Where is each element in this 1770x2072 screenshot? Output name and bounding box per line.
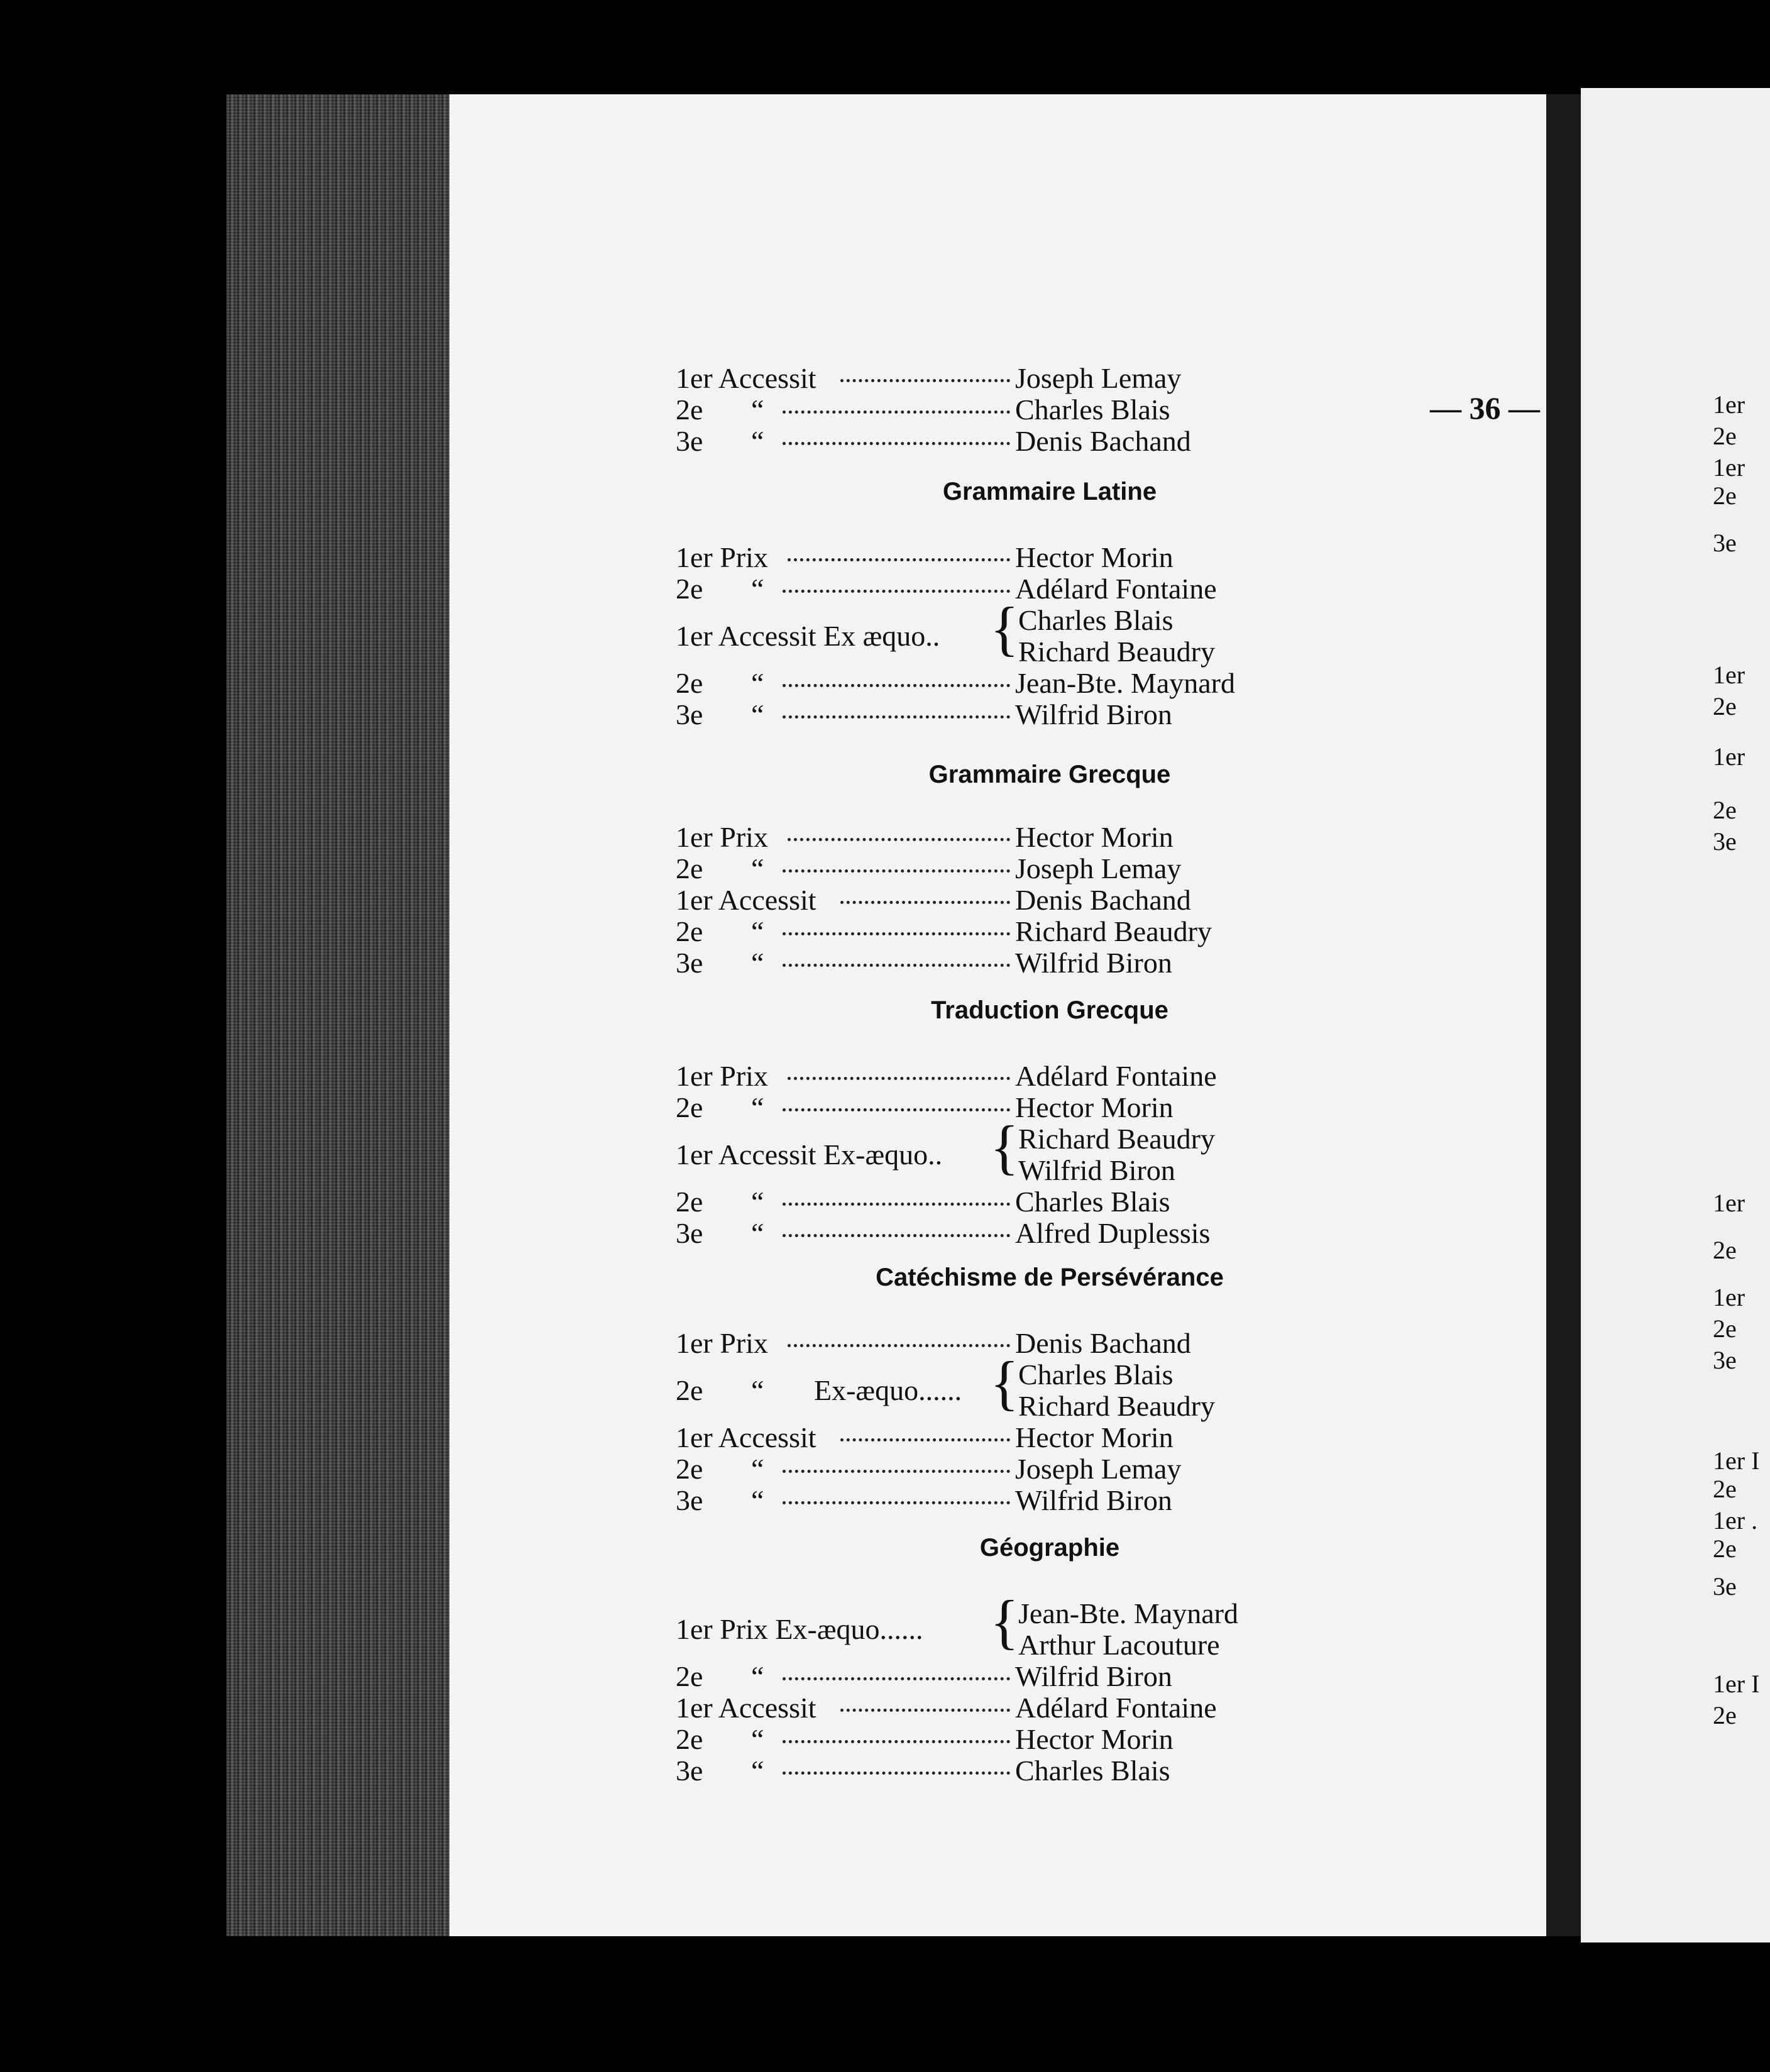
section-heading: Géographie bbox=[979, 1534, 1120, 1562]
student-name: Adélard Fontaine bbox=[1015, 1692, 1217, 1724]
right-page-fragment: 2e bbox=[1713, 422, 1737, 450]
student-name: Jean-Bte. Maynard bbox=[1018, 1597, 1238, 1629]
prize-rank: 1er Prix bbox=[676, 1327, 768, 1359]
leader-dots bbox=[783, 926, 1010, 935]
prize-rank: 2e bbox=[676, 667, 703, 699]
prize-rank: 3e bbox=[676, 1484, 703, 1516]
prize-row bbox=[676, 393, 1317, 424]
student-name: Denis Bachand bbox=[1015, 1327, 1191, 1359]
student-name: Denis Bachand bbox=[1015, 884, 1191, 916]
prize-row bbox=[676, 1421, 1317, 1452]
student-name: Joseph Lemay bbox=[1015, 852, 1182, 884]
prize-row bbox=[676, 698, 1317, 729]
right-page-fragment: 3e bbox=[1713, 1346, 1737, 1374]
ditto-mark: “ bbox=[751, 425, 764, 457]
leader-dots bbox=[783, 863, 1010, 873]
prize-row bbox=[676, 1722, 1317, 1754]
ditto-mark: “ bbox=[751, 1091, 764, 1123]
prize-row bbox=[676, 1216, 1317, 1248]
prize-rank: 2e bbox=[676, 915, 703, 947]
prize-row bbox=[676, 1484, 1317, 1515]
student-name: Hector Morin bbox=[1015, 1091, 1174, 1123]
student-name: Richard Beaudry bbox=[1015, 915, 1212, 947]
student-name: Alfred Duplessis bbox=[1015, 1217, 1211, 1249]
right-page-fragment: 1er bbox=[1713, 742, 1745, 771]
leader-dots bbox=[783, 1102, 1010, 1111]
prize-rank: 1er Accessit bbox=[676, 362, 816, 394]
right-page-fragment: 3e bbox=[1713, 827, 1737, 856]
prize-row bbox=[676, 820, 1317, 852]
right-page-fragment: 2e bbox=[1713, 1314, 1737, 1343]
student-name: Hector Morin bbox=[1015, 541, 1174, 573]
prize-rank: 2e bbox=[676, 1723, 703, 1755]
right-page-fragment: 2e bbox=[1713, 1535, 1737, 1563]
student-name: Arthur Lacouture bbox=[1018, 1629, 1220, 1661]
ditto-mark: “ bbox=[751, 1186, 764, 1218]
prize-row bbox=[676, 666, 1317, 698]
prize-rank: 1er Prix bbox=[676, 821, 768, 853]
ditto-mark: “ bbox=[751, 1374, 764, 1406]
leader-dots bbox=[788, 832, 1010, 841]
prize-qualifier: Ex-æquo...... bbox=[814, 1374, 962, 1406]
ditto-mark: “ bbox=[751, 1723, 764, 1755]
prize-rank: 1er Prix bbox=[676, 541, 768, 573]
student-name: Wilfrid Biron bbox=[1015, 947, 1172, 979]
right-page-fragment: 1er bbox=[1713, 1189, 1745, 1217]
prize-row bbox=[676, 883, 1317, 915]
ditto-mark: “ bbox=[751, 698, 764, 730]
ditto-mark: “ bbox=[751, 1453, 764, 1485]
leader-dots bbox=[783, 583, 1010, 593]
leader-dots bbox=[788, 1071, 1010, 1080]
book-page-edges bbox=[226, 94, 453, 1936]
prize-row bbox=[676, 1754, 1317, 1785]
prize-row bbox=[676, 1691, 1317, 1722]
leader-dots bbox=[783, 1196, 1010, 1206]
ditto-mark: “ bbox=[751, 1755, 764, 1787]
page-number: — 36 — bbox=[1430, 390, 1540, 426]
ditto-mark: “ bbox=[751, 947, 764, 979]
prize-rank: 2e bbox=[676, 852, 703, 884]
section-heading: Grammaire Grecque bbox=[928, 761, 1171, 788]
student-name: Hector Morin bbox=[1015, 1723, 1174, 1755]
leader-dots bbox=[840, 1432, 1010, 1441]
book-page-right bbox=[1581, 88, 1770, 1943]
brace-symbol: { bbox=[990, 1349, 1020, 1416]
prize-rank: 2e bbox=[676, 1660, 703, 1692]
student-name: Wilfrid Biron bbox=[1018, 1154, 1175, 1186]
ditto-mark: “ bbox=[751, 394, 764, 426]
section-heading: Grammaire Latine bbox=[942, 478, 1157, 505]
prize-rank: 2e bbox=[676, 394, 703, 426]
ditto-mark: “ bbox=[751, 852, 764, 884]
prize-rank: 3e bbox=[676, 1217, 703, 1249]
leader-dots bbox=[783, 957, 1010, 967]
prize-rank: 1er Accessit bbox=[676, 884, 816, 916]
right-page-fragment: 1er I bbox=[1713, 1447, 1760, 1475]
prize-rank: 1er Accessit Ex-æquo.. bbox=[676, 1138, 943, 1171]
right-page-fragment: 1er bbox=[1713, 390, 1745, 419]
student-name: Adélard Fontaine bbox=[1015, 573, 1217, 605]
leader-dots bbox=[783, 1463, 1010, 1473]
right-page-fragment: 1er I bbox=[1713, 1670, 1760, 1698]
ditto-mark: “ bbox=[751, 667, 764, 699]
student-name: Richard Beaudry bbox=[1018, 636, 1215, 668]
prize-row bbox=[676, 361, 1317, 393]
brace-symbol: { bbox=[990, 595, 1020, 662]
prize-row bbox=[676, 1349, 1317, 1422]
prize-rank: 1er Prix Ex-æquo...... bbox=[676, 1613, 923, 1645]
right-page-fragment: 3e bbox=[1713, 529, 1737, 557]
prize-rank: 1er Accessit bbox=[676, 1692, 816, 1724]
leader-dots bbox=[840, 1702, 1010, 1712]
prize-row bbox=[676, 1059, 1317, 1091]
right-page-fragment: 2e bbox=[1713, 1701, 1737, 1729]
prize-row bbox=[676, 915, 1317, 946]
ditto-mark: “ bbox=[751, 1660, 764, 1692]
right-page-fragment: 2e bbox=[1713, 482, 1737, 510]
prize-rank: 2e bbox=[676, 1091, 703, 1123]
prize-row bbox=[676, 1113, 1317, 1186]
student-name: Wilfrid Biron bbox=[1015, 698, 1172, 730]
right-page-fragment: 1er bbox=[1713, 453, 1745, 482]
prize-row bbox=[676, 1660, 1317, 1691]
right-page-fragment: 2e bbox=[1713, 1475, 1737, 1503]
prize-rank: 2e bbox=[676, 1374, 703, 1406]
leader-dots bbox=[783, 1734, 1010, 1743]
prize-row bbox=[676, 424, 1317, 456]
ditto-mark: “ bbox=[751, 1217, 764, 1249]
leader-dots bbox=[783, 1228, 1010, 1237]
student-name: Charles Blais bbox=[1015, 1755, 1170, 1787]
student-name: Charles Blais bbox=[1018, 1358, 1174, 1391]
student-name: Wilfrid Biron bbox=[1015, 1484, 1172, 1516]
leader-dots bbox=[783, 678, 1010, 687]
prize-rank: 1er Accessit bbox=[676, 1421, 816, 1453]
ditto-mark: “ bbox=[751, 1484, 764, 1516]
student-name: Denis Bachand bbox=[1015, 425, 1191, 457]
book-page-left bbox=[449, 94, 1556, 1936]
prize-rank: 2e bbox=[676, 1186, 703, 1218]
student-name: Joseph Lemay bbox=[1015, 1453, 1182, 1485]
brace-symbol: { bbox=[990, 1588, 1020, 1655]
prize-row bbox=[676, 1185, 1317, 1216]
right-page-fragment: 2e bbox=[1713, 796, 1737, 824]
prize-rank: 1er Prix bbox=[676, 1060, 768, 1092]
section-heading: Traduction Grecque bbox=[931, 996, 1168, 1024]
leader-dots bbox=[788, 1338, 1010, 1347]
student-name: Jean-Bte. Maynard bbox=[1015, 667, 1235, 699]
student-name: Charles Blais bbox=[1015, 394, 1170, 426]
right-page-fragment: 1er bbox=[1713, 661, 1745, 689]
student-name: Richard Beaudry bbox=[1018, 1123, 1215, 1155]
right-page-fragment: 1er bbox=[1713, 1283, 1745, 1311]
student-name: Charles Blais bbox=[1018, 604, 1174, 636]
prize-rank: 3e bbox=[676, 1755, 703, 1787]
right-page-fragment: 1er . bbox=[1713, 1506, 1758, 1535]
prize-row bbox=[676, 1452, 1317, 1484]
student-name: Hector Morin bbox=[1015, 1421, 1174, 1453]
book-gutter bbox=[1546, 94, 1584, 1936]
leader-dots bbox=[783, 709, 1010, 719]
student-name: Hector Morin bbox=[1015, 821, 1174, 853]
section-heading: Catéchisme de Persévérance bbox=[876, 1264, 1224, 1291]
prize-rank: 2e bbox=[676, 1453, 703, 1485]
brace-symbol: { bbox=[990, 1113, 1020, 1181]
right-page-fragment: 3e bbox=[1713, 1572, 1737, 1601]
student-name: Wilfrid Biron bbox=[1015, 1660, 1172, 1692]
leader-dots bbox=[788, 552, 1010, 561]
prize-rank: 2e bbox=[676, 573, 703, 605]
prize-row bbox=[676, 595, 1317, 668]
prize-row bbox=[676, 541, 1317, 572]
student-name: Adélard Fontaine bbox=[1015, 1060, 1217, 1092]
student-name: Richard Beaudry bbox=[1018, 1390, 1215, 1422]
student-name: Charles Blais bbox=[1015, 1186, 1170, 1218]
leader-dots bbox=[840, 895, 1010, 904]
leader-dots bbox=[783, 1671, 1010, 1680]
ditto-mark: “ bbox=[751, 915, 764, 947]
ditto-mark: “ bbox=[751, 573, 764, 605]
prize-rank: 3e bbox=[676, 425, 703, 457]
prize-rank: 3e bbox=[676, 698, 703, 730]
right-page-fragment: 2e bbox=[1713, 692, 1737, 720]
leader-dots bbox=[783, 1495, 1010, 1504]
prize-row bbox=[676, 946, 1317, 978]
prize-row bbox=[676, 852, 1317, 883]
prize-row bbox=[676, 1588, 1317, 1661]
right-page-fragment: 2e bbox=[1713, 1236, 1737, 1264]
leader-dots bbox=[783, 1765, 1010, 1775]
leader-dots bbox=[783, 404, 1010, 414]
leader-dots bbox=[840, 373, 1010, 382]
prize-rank: 1er Accessit Ex æquo.. bbox=[676, 620, 940, 652]
leader-dots bbox=[783, 436, 1010, 445]
student-name: Joseph Lemay bbox=[1015, 362, 1182, 394]
prize-rank: 3e bbox=[676, 947, 703, 979]
